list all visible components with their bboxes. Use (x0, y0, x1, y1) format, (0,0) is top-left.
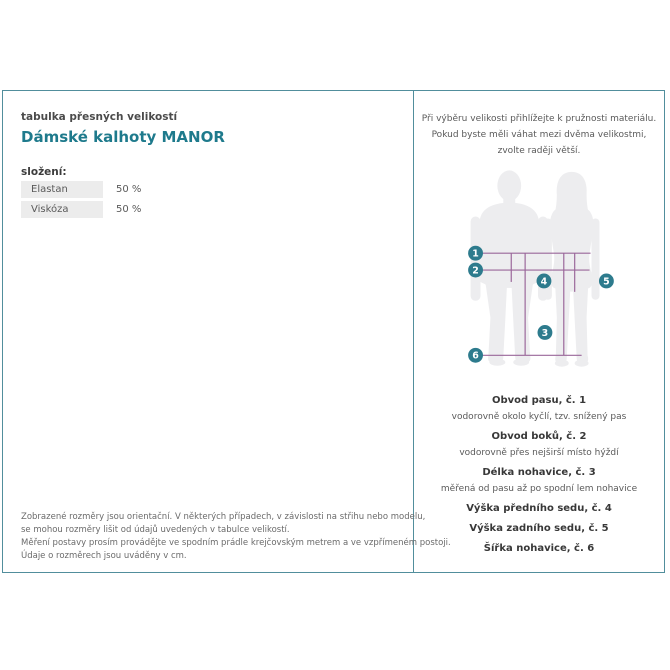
measurement-title: Výška zadního sedu, č. 5 (469, 523, 609, 534)
measurement-desc: vodorovně okolo kyčlí, tzv. snížený pas (451, 412, 627, 422)
measurement-title: Obvod pasu, č. 1 (491, 395, 587, 406)
fit-advice-line: Pokud byste měli váhat mezi dvěma velikostmi, (431, 130, 647, 140)
fit-advice-line: zvolte raději větší. (497, 146, 581, 156)
disclaimer-line: Zobrazené rozměry jsou orientační. V některých případech, v závislosti na střihu nebo modelu, (21, 512, 426, 522)
measurement-item (414, 393, 664, 425)
marker-6-icon (468, 348, 483, 363)
svg-text:1: 1 (472, 248, 479, 260)
disclaimer-line: Údaje o rozměrech jsou uváděny v cm. (21, 551, 187, 561)
measurement-item (414, 521, 664, 537)
measurement-item (414, 465, 664, 497)
material-percent-cell: 50 % (116, 184, 142, 195)
measurement-title: Výška předního sedu, č. 4 (466, 503, 612, 514)
measurement-title: Délka nohavice, č. 3 (482, 467, 596, 478)
fit-advice-line: Při výběru velikosti přihlížejte k pružnosti materiálu. (421, 114, 657, 124)
measurement-item (414, 429, 664, 461)
fit-advice-text (414, 111, 664, 159)
disclaimer-line: Měření postavy prosím provádějte ve spodním prádle krejčovským metrem a ve vzpřímeném postoji. (21, 538, 451, 548)
measurement-item (414, 501, 664, 517)
svg-text:6: 6 (472, 350, 479, 362)
svg-text:4: 4 (540, 276, 548, 288)
measurement-desc: měřená od pasu až po spodní lem nohavice (440, 484, 638, 494)
measurement-item (414, 541, 664, 557)
measurement-list (414, 393, 664, 557)
size-chart-panel (2, 90, 665, 573)
composition-row (21, 201, 403, 218)
disclaimer-line: se mohou rozměry lišit od údajů uvedených v tabulce velikostí. (21, 525, 290, 535)
material-name-cell: Elastan (21, 181, 103, 198)
body-measurement-diagram (415, 161, 663, 389)
measurement-desc: vodorovně přes nejširší místo hýždí (459, 448, 619, 458)
svg-text:3: 3 (541, 327, 549, 339)
svg-text:2: 2 (472, 265, 479, 277)
material-name-cell: Viskóza (21, 201, 103, 218)
material-percent-cell: 50 % (116, 204, 142, 215)
marker-4-icon (537, 274, 552, 289)
female-silhouette (541, 172, 600, 367)
measurement-title: Šířka nohavice, č. 6 (483, 543, 595, 554)
right-column (414, 91, 664, 572)
disclaimer-text (21, 511, 451, 563)
product-title: Dámské kalhoty MANOR (21, 128, 225, 146)
marker-5-icon (599, 274, 614, 289)
marker-2-icon (468, 263, 483, 278)
marker-1-icon (468, 246, 483, 261)
composition-row (21, 181, 403, 198)
left-column (3, 91, 451, 572)
composition-table (21, 181, 403, 218)
size-chart-eyebrow: tabulka přesných velikostí (21, 111, 178, 123)
composition-label: složení: (21, 166, 67, 178)
marker-3-icon (538, 325, 553, 340)
measurement-title: Obvod boků, č. 2 (491, 431, 587, 442)
svg-text:5: 5 (603, 276, 610, 288)
